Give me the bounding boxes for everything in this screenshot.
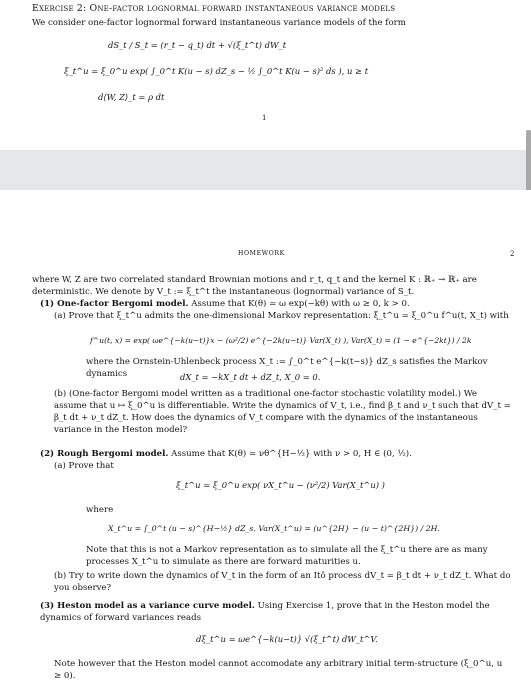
question-1a: (a) Prove that ξ_t^u admits the one-dimensional Markov representation: ξ_t^u = ξ_0^u f^u(t, X_t) with — [54, 311, 509, 321]
equation-price-dynamics: dS_t / S_t = (r_t − q_t) dt + √(ξ_t^t) dW_t — [108, 40, 287, 50]
question-2a: (a) Prove that — [54, 461, 114, 471]
page-1 — [0, 0, 531, 150]
paragraph-brownian: where W, Z are two correlated standard Brownian motions and r_t, q_t and the kernel K : ℝ₊ → ℝ₊ are deterministic. We denote by V_t := ξ_t^t the instantaneous (lognormal) variance of S_t. — [32, 275, 477, 297]
question-2-title: (2) Rough Bergomi model. — [40, 449, 169, 459]
question-2-text: Assume that K(θ) = νθ^{H−½} with ν > 0, H ∈ (0, ½). — [168, 449, 412, 459]
question-3 — [40, 600, 510, 624]
question-1a-where: where the Ornstein-Uhlenbeck process X_t := ∫_0^t e^{−k(t−s)} dZ_s satisfies the Markov dynamics — [86, 357, 488, 379]
page-number-2: 2 — [510, 250, 515, 258]
question-2a-where: where — [86, 505, 114, 515]
question-1b: (b) (One-factor Bergomi model written as a traditional one-factor stochastic volatility model.) We assume that u ↦ ξ_0^u is differentiable. Write the dynamics of V_t, i.e., find β_t and ν_t such that dV_t = β_t dt + ν_t dZ_t. How does the dynamics of V_t compare with the dynamics of the instantaneous variance in the Heston model? — [54, 389, 511, 435]
intro-text: We consider one-factor lognormal forward instantaneous variance models of the form — [32, 18, 406, 28]
question-2a-note: Note that this is not a Markov representation as to simulate all the ξ_t^u there are as many processes X_t^u to simulate as there are forward maturities u. — [86, 545, 488, 567]
question-3-title: (3) Heston model as a variance curve model. — [40, 601, 255, 611]
equation-correlation: d⟨W, Z⟩_t = ρ dt — [98, 92, 165, 102]
exercise-header: Exercise 2: One-factor lognormal forward instantaneous variance models — [32, 3, 396, 14]
equation-rough-process: X_t^u = ∫_0^t (u − s)^{H−½} dZ_s, Var(X_t^u) = (u^{2H} − (u − t)^{2H}) / 2H. — [108, 524, 440, 533]
question-3-text: Using Exercise 1, prove that in the Heston model the dynamics of forward variances reads — [40, 601, 490, 623]
page-gap — [0, 150, 531, 190]
equation-markov-representation: f^u(t, x) = exp( ωe^{−k(u−t)}x − (ω²/2) e^{−2k(u−t)} Var(X_t) ), Var(X_t) = (1 − e^{−2kt}) / 2k — [90, 336, 472, 345]
running-head: HOMEWORK — [238, 250, 285, 257]
question-3-note: Note however that the Heston model cannot accomodate any arbitrary initial term-structure (ξ_0^u, u ≥ 0). — [54, 659, 503, 681]
question-2 — [40, 448, 510, 460]
equation-ou-dynamics: dX_t = −kX_t dt + dZ_t, X_0 = 0. — [180, 372, 321, 382]
question-1 — [40, 298, 510, 310]
page-number-1: 1 — [262, 114, 267, 122]
equation-rough-bergomi: ξ_t^u = ξ_0^u exp( νX_t^u − (ν²/2) Var(X_t^u) ) — [176, 480, 385, 490]
page-2 — [0, 190, 531, 700]
equation-heston-forward-variance: dξ_t^u = ωe^{−k(u−t)} √(ξ_t^t) dW_t^V. — [196, 634, 378, 644]
equation-forward-variance: ξ_t^u = ξ_0^u exp( ∫_0^t K(u − s) dZ_s − ½ ∫_0^t K(u − s)² ds ), u ≥ t — [64, 66, 369, 76]
question-1-text: Assume that K(θ) = ω exp(−kθ) with ω ≥ 0, k > 0. — [188, 299, 410, 309]
question-2b: (b) Try to write down the dynamics of V_t in the form of an Itô process dV_t = β_t dt + ν_t dZ_t. What do you observe? — [54, 571, 511, 593]
question-1-title: (1) One-factor Bergomi model. — [40, 299, 189, 309]
